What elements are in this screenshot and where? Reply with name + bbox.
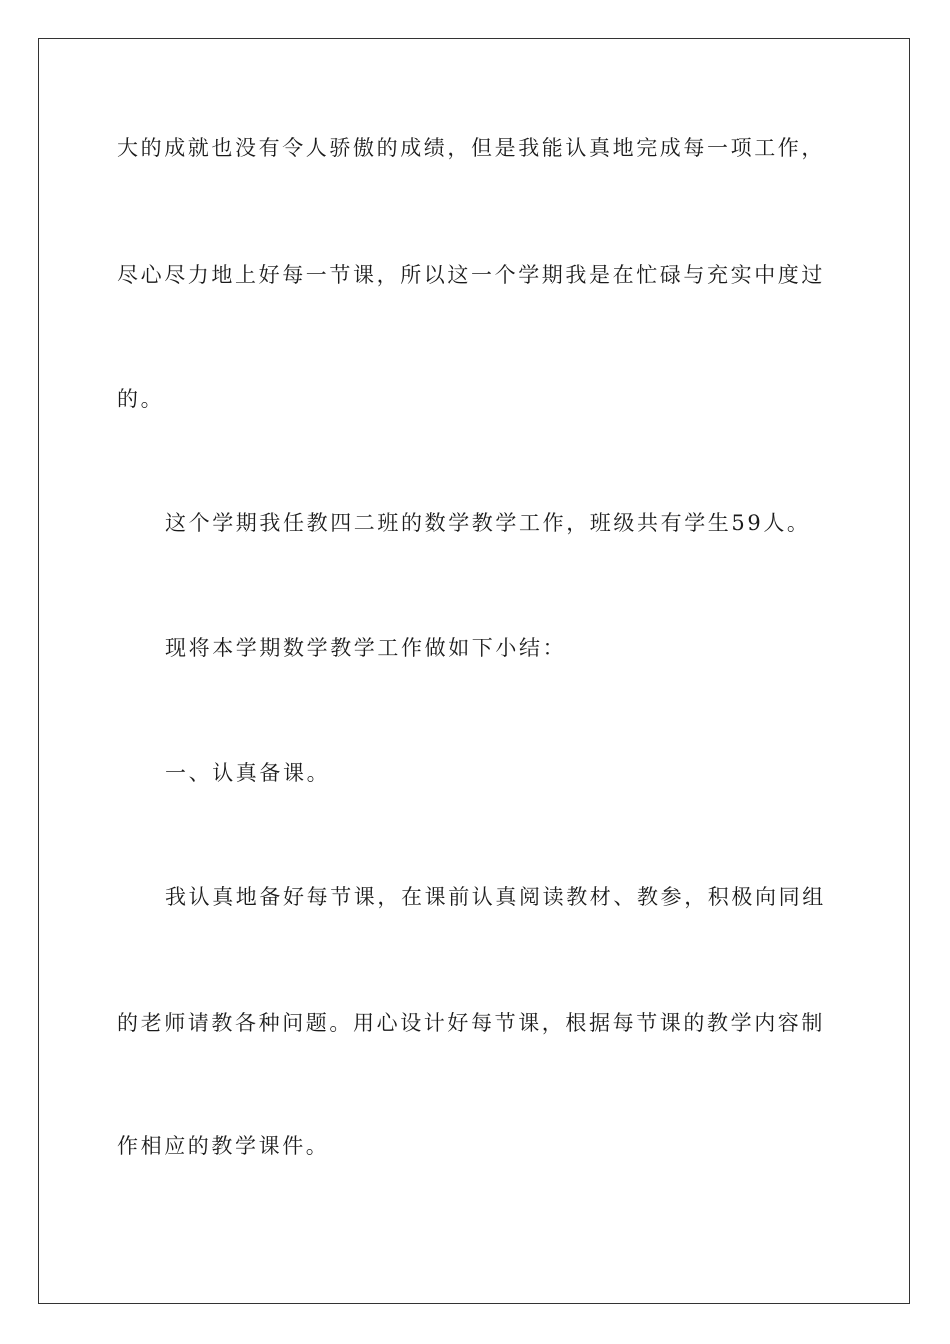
section-heading: 一、认真备课。 — [165, 761, 331, 785]
paragraph-line-4: 这个学期我任教四二班的数学教学工作，班级共有学生59人。 — [165, 511, 811, 535]
paragraph-line-7: 的老师请教各种问题。用心设计好每节课，根据每节课的教学内容制 — [117, 1011, 825, 1035]
paragraph-line-2: 尽心尽力地上好每一节课，所以这一个学期我是在忙碌与充实中度过 — [117, 263, 825, 287]
paragraph-line-1: 大的成就也没有令人骄傲的成绩，但是我能认真地完成每一项工作， — [117, 136, 825, 160]
paragraph-line-8: 作相应的教学课件。 — [117, 1134, 330, 1158]
paragraph-line-3: 的。 — [117, 387, 165, 411]
page-border — [38, 38, 910, 1304]
paragraph-line-5: 现将本学期数学教学工作做如下小结： — [165, 636, 567, 660]
paragraph-line-6: 我认真地备好每节课，在课前认真阅读教材、教参，积极向同组 — [165, 885, 826, 909]
